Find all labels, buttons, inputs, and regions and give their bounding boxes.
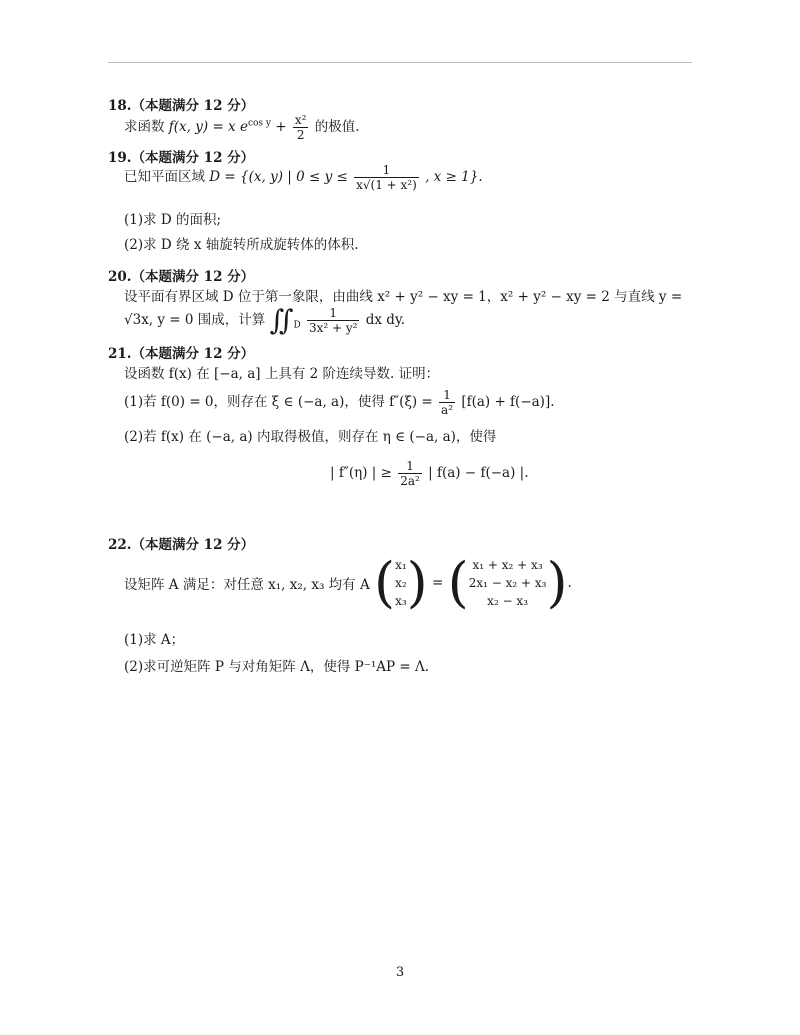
q22-rhs-vector: x₁ + x₂ + x₃ 2x₁ − x₂ + x₃ x₂ − x₃ [468, 558, 547, 608]
q21-part1-fraction: $\frac{1}{\text{a²}}$ [441, 388, 454, 417]
q21-part2: (2)若 f(x) 在 (−a, a) 内取得极值，则存在 η ∈ (−a, a)，使得 [124, 429, 497, 445]
q19-part2: (2)求 D 绕 x 轴旋转所成旋转体的体积. [124, 237, 359, 253]
q22-heading: 22.（本题满分 12 分） [108, 537, 255, 553]
q21-part1: (1)若 f(0) = 0，则存在 ξ ∈ (−a, a)，使得 f″(ξ) = $\frac{1}{\text{a²}}$ [f(a) + f(−a)]. [124, 388, 555, 417]
page-number: 3 [395, 965, 405, 980]
q20-line2: √3x, y = 0 围成，计算 $∬_D$ $\frac{1}{\text{3x² + y²}}$ dx dy. [124, 303, 406, 337]
q21-heading: 21.（本题满分 12 分） [108, 346, 255, 362]
q19-part1: (1)求 D 的面积; [124, 212, 222, 228]
q19-fraction: $\frac{1}{\text{x√(1 + x²)}}$ [356, 163, 417, 192]
q18-statement: 求函数 f(x, y) = x $e^{cos y}$ + $\frac{\text{x²}}{2}$ 的极值. [124, 113, 360, 142]
q21-inequality: | f″(η) | ≥ $\frac{1}{\text{2a²}}$ | f(a) − f(−a) |. [330, 459, 529, 488]
q19-statement: 已知平面区域 D = {(x, y) | 0 ≤ y ≤ $\frac{1}{\text{x√(1 + x²)}}$ , x ≥ 1}. [124, 163, 483, 192]
q20-fraction: $\frac{1}{\text{3x² + y²}}$ [308, 306, 358, 335]
q22-part1: (1)求 A； [124, 632, 185, 648]
q21-ineq-fraction: $\frac{1}{\text{2a²}}$ [400, 459, 420, 488]
q22-statement: 设矩阵 A 满足：对任意 x₁, x₂, x₃ 均有 A (x₁ x₂ x₃) = ( x₁ + x₂ + x₃ 2x₁ − x₂ + x₃ x₂ − x₃ ). [124, 551, 572, 614]
q22-part2: (2)求可逆矩阵 P 与对角矩阵 Λ，使得 P⁻¹AP = Λ. [124, 659, 430, 675]
header-rule [108, 62, 692, 63]
q21-intro: 设函数 f(x) 在 [−a, a] 上具有 2 阶连续导数. 证明： [124, 366, 440, 382]
q18-heading: 18.（本题满分 12 分） [108, 98, 255, 114]
q19-heading: 19.（本题满分 12 分） [108, 150, 255, 166]
q22-vector: x₁ x₂ x₃ [395, 558, 407, 608]
q18-fraction: $\frac{\text{x²}}{2}$ [294, 113, 307, 142]
q20-heading: 20.（本题满分 12 分） [108, 269, 255, 285]
q20-line1: 设平面有界区域 D 位于第一象限，由曲线 x² + y² − xy = 1，x² + y² − xy = 2 与直线 y = [124, 289, 683, 305]
